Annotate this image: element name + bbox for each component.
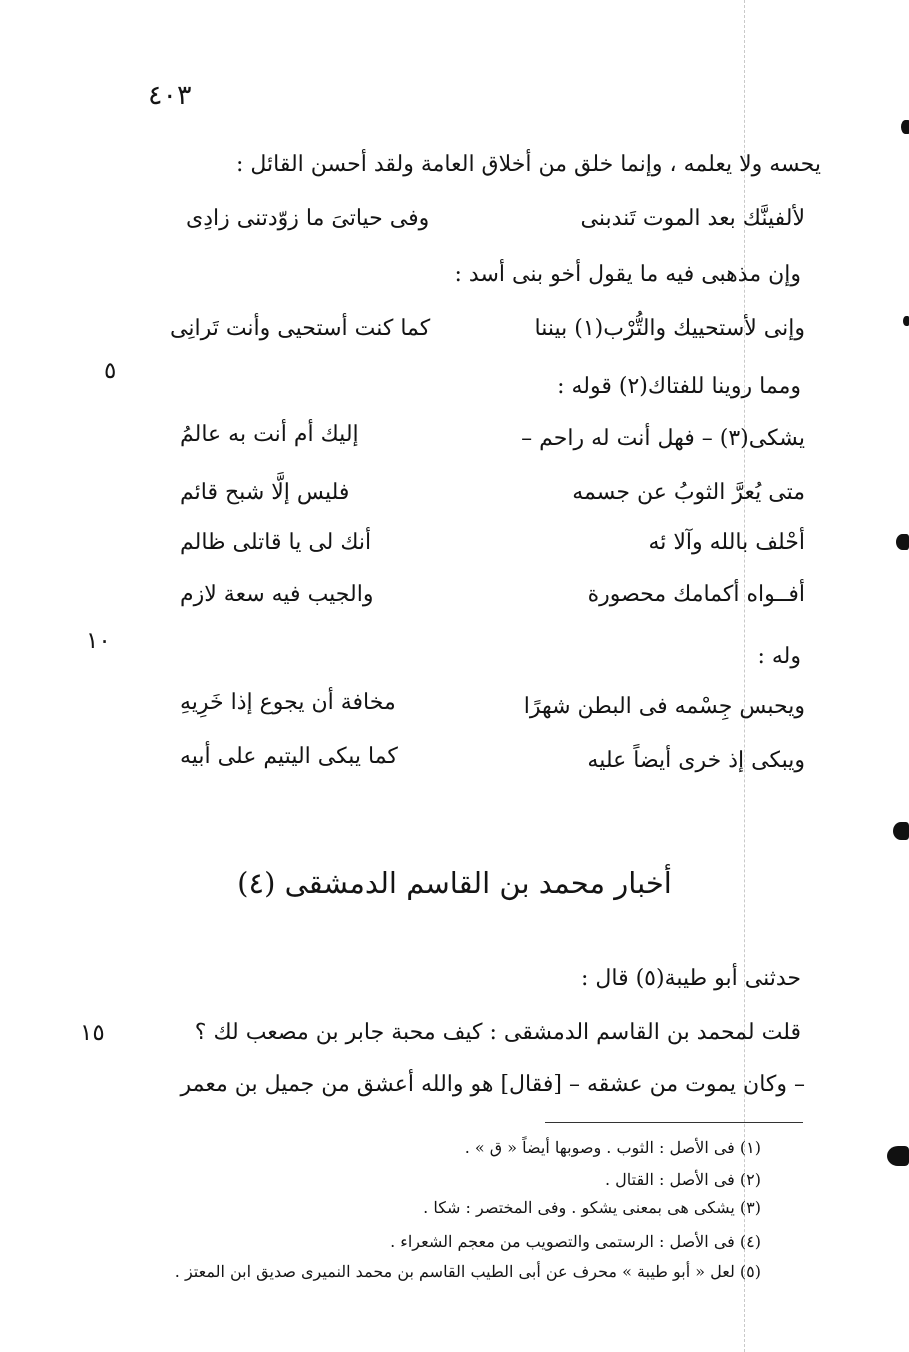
page-number: ٤٠٣ — [148, 80, 192, 111]
verse-8-right: ويبكى إذ خرى أيضاً عليه — [587, 748, 805, 773]
verse-7-right: ويحبس جِسْمه فى البطن شهرًا — [523, 694, 805, 719]
section-line-3: – وكان يموت من عشقه – [فقال] هو والله أعشق من جميل بن معمر — [180, 1072, 805, 1097]
verse-4-right: متى يُعرَّ الثوبُ عن جسمه — [572, 480, 805, 505]
prose-line-1: يحسه ولا يعلمه ، وإنما خلق من أخلاق العامة ولقد أحسن القائل : — [235, 152, 821, 177]
verse-5-left: أنك لى يا قاتلى ظالم — [180, 530, 372, 555]
verse-6-left: والجيب فيه سعة لازم — [180, 582, 374, 607]
verse-4-left: فليس إلَّا شبح قائم — [180, 480, 350, 505]
prose-line-3: وإن مذهبى فيه ما يقول أخو بنى أسد : — [454, 262, 801, 287]
section-heading: أخبار محمد بن القاسم الدمشقى (٤) — [237, 866, 672, 900]
scan-mark-4 — [893, 822, 909, 840]
verse-1-left: وفى حياتىَ ما زوّدتنى زادِى — [186, 206, 430, 231]
verse-2-left: كما كنت أستحيى وأنت تَرانِى — [170, 316, 431, 341]
line-number-5: ٥ — [104, 358, 117, 384]
footnote-2: (٢) فى الأصل : القتال . — [605, 1170, 761, 1189]
verse-7-left: مخافة أن يجوع إذا خَرِيهِ — [180, 690, 396, 715]
verse-6-right: أفــواه أكمامك محصورة — [587, 582, 805, 607]
footnote-4: (٤) فى الأصل : الرستمى والتصويب من معجم الشعراء . — [390, 1232, 761, 1251]
verse-3-left: إليك أم أنت به عالمُ — [180, 422, 359, 447]
prose-line-5: ومما روينا للفتاك(٢) قوله : — [557, 374, 801, 399]
section-line-2: قلت لمحمد بن القاسم الدمشقى : كيف محبة جابر بن مصعب لك ؟ — [194, 1020, 801, 1045]
verse-1-right: لألفينَّك بعد الموت تَندبنى — [580, 206, 805, 231]
line-number-15: ١٥ — [80, 1020, 105, 1046]
prose-line-10: وله : — [757, 644, 801, 669]
verse-5-right: أحْلف بالله وآلا ئه — [648, 530, 805, 555]
footnote-1: (١) فى الأصل : الثوب . وصوبها أيضاً « ق » . — [464, 1138, 761, 1157]
verse-2-right: وإنى لأستحييك والتُّرْب(١) بيننا — [534, 316, 805, 341]
scan-mark-2 — [903, 316, 909, 326]
line-number-10: ١٠ — [86, 628, 111, 654]
scan-mark-3 — [896, 534, 909, 550]
footnote-3: (٣) يشكى هى بمعنى يشكو . وفى المختصر : شكا . — [423, 1198, 761, 1217]
scan-mark-5 — [887, 1146, 909, 1166]
section-line-1: حدثنى أبو طيبة(٥) قال : — [580, 966, 801, 991]
scan-mark-1 — [901, 120, 909, 134]
footnote-5: (٥) لعل « أبو طيبة » محرف عن أبى الطيب القاسم بن محمد النميرى صديق ابن المعتز . — [174, 1262, 761, 1281]
footnote-separator — [545, 1122, 803, 1123]
verse-3-right: يشكى(٣) – فهل أنت له راحم – — [521, 426, 805, 451]
verse-8-left: كما يبكى اليتيم على أبيه — [180, 744, 398, 769]
